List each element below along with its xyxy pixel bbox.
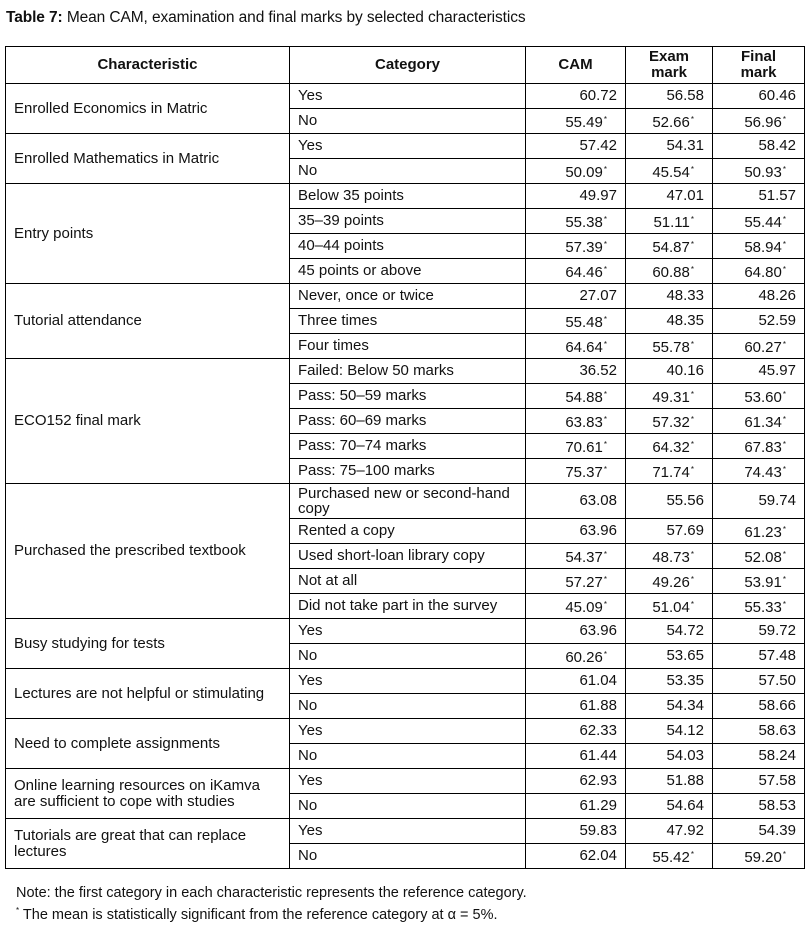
- category-cell: Four times: [290, 334, 526, 359]
- exam-mark-cell: [626, 519, 713, 544]
- characteristic-cell: Online learning resources on iKamva are sufficient to cope with studies: [6, 769, 290, 819]
- final-mark-cell: [713, 669, 805, 694]
- value: 61.34: [744, 413, 782, 431]
- table-row: [6, 619, 805, 644]
- value: 55.78: [652, 338, 690, 356]
- value: 62.33: [579, 722, 617, 739]
- category-cell: Below 35 points: [290, 184, 526, 209]
- exam-mark-cell: [626, 84, 713, 109]
- category-cell: No: [290, 694, 526, 719]
- final-mark-cell: [713, 569, 805, 594]
- exam-mark-cell: [626, 794, 713, 819]
- value: 54.88: [565, 388, 603, 406]
- significance-marker: *: [690, 464, 694, 474]
- value: 63.83: [565, 413, 603, 431]
- category-cell: Pass: 60–69 marks: [290, 409, 526, 434]
- final-mark-cell: [713, 159, 805, 184]
- value: 36.52: [579, 362, 617, 379]
- header-cam: CAM: [526, 47, 626, 84]
- category-cell: 45 points or above: [290, 259, 526, 284]
- value: 47.01: [666, 187, 704, 204]
- value: 54.31: [666, 137, 704, 154]
- value: 59.83: [579, 822, 617, 839]
- table-row: [6, 719, 805, 744]
- value: 59.20: [744, 848, 782, 866]
- category-cell: Yes: [290, 84, 526, 109]
- value: 59.72: [758, 622, 796, 639]
- value: 51.88: [666, 772, 704, 789]
- category-cell: No: [290, 844, 526, 869]
- table-row: [6, 484, 805, 519]
- value: 58.63: [758, 722, 796, 739]
- cam-cell: [526, 594, 626, 619]
- value: 51.57: [758, 187, 796, 204]
- value: 60.26: [565, 648, 603, 666]
- value: 53.60: [744, 388, 782, 406]
- final-mark-cell: [713, 209, 805, 234]
- final-mark-cell: [713, 384, 805, 409]
- value: 27.07: [579, 287, 617, 304]
- significance-marker: *: [782, 339, 786, 349]
- value: 52.66: [652, 113, 690, 131]
- value: 57.27: [565, 573, 603, 591]
- significance-marker: *: [603, 214, 607, 224]
- exam-mark-cell: [626, 284, 713, 309]
- characteristic-cell: Enrolled Economics in Matric: [6, 84, 290, 134]
- value: 64.64: [565, 338, 603, 356]
- table-body: [6, 84, 805, 869]
- exam-mark-cell: [626, 184, 713, 209]
- value: 61.23: [744, 523, 782, 541]
- cam-cell: [526, 569, 626, 594]
- final-mark-cell: [713, 769, 805, 794]
- exam-mark-cell: [626, 694, 713, 719]
- significance-marker: *: [782, 114, 786, 124]
- value: 62.04: [579, 847, 617, 864]
- category-cell: No: [290, 744, 526, 769]
- exam-mark-cell: [626, 594, 713, 619]
- table-notes: [16, 885, 527, 924]
- cam-cell: [526, 159, 626, 184]
- note-significance-text: The mean is statistically significant from the reference category at α = 5%.: [19, 907, 498, 923]
- final-mark-cell: [713, 819, 805, 844]
- category-cell: Yes: [290, 819, 526, 844]
- exam-mark-cell: [626, 259, 713, 284]
- value: 63.96: [579, 622, 617, 639]
- significance-marker: *: [16, 906, 20, 915]
- value: 63.08: [579, 492, 617, 509]
- exam-mark-cell: [626, 109, 713, 134]
- value: 52.59: [758, 312, 796, 329]
- value: 54.03: [666, 747, 704, 764]
- header-characteristic: Characteristic: [6, 47, 290, 84]
- final-mark-cell: [713, 409, 805, 434]
- category-cell: No: [290, 644, 526, 669]
- value: 54.34: [666, 697, 704, 714]
- significance-marker: *: [690, 574, 694, 584]
- exam-mark-cell: [626, 719, 713, 744]
- category-cell: Three times: [290, 309, 526, 334]
- significance-marker: *: [782, 239, 786, 249]
- characteristic-cell: Lectures are not helpful or stimulating: [6, 669, 290, 719]
- characteristic-cell: Need to complete assignments: [6, 719, 290, 769]
- cam-cell: [526, 744, 626, 769]
- exam-mark-cell: [626, 334, 713, 359]
- category-cell: Pass: 50–59 marks: [290, 384, 526, 409]
- value: 53.35: [666, 672, 704, 689]
- value: 62.93: [579, 772, 617, 789]
- value: 57.58: [758, 772, 796, 789]
- value: 48.26: [758, 287, 796, 304]
- characteristic-cell: ECO152 final mark: [6, 359, 290, 484]
- value: 48.35: [666, 312, 704, 329]
- value: 58.42: [758, 137, 796, 154]
- cam-cell: [526, 84, 626, 109]
- cam-cell: [526, 309, 626, 334]
- exam-mark-cell: [626, 844, 713, 869]
- value: 54.64: [666, 797, 704, 814]
- header-category: Category: [290, 47, 526, 84]
- value: 70.61: [565, 438, 603, 456]
- exam-mark-cell: [626, 434, 713, 459]
- significance-marker: *: [782, 264, 786, 274]
- significance-marker: *: [782, 574, 786, 584]
- value: 61.88: [579, 697, 617, 714]
- value: 53.65: [666, 647, 704, 664]
- category-cell: Yes: [290, 669, 526, 694]
- exam-mark-cell: [626, 384, 713, 409]
- significance-marker: *: [603, 164, 607, 174]
- final-mark-cell: [713, 434, 805, 459]
- category-cell: Yes: [290, 134, 526, 159]
- exam-mark-cell: [626, 819, 713, 844]
- exam-mark-cell: [626, 159, 713, 184]
- exam-mark-cell: [626, 769, 713, 794]
- value: 57.32: [652, 413, 690, 431]
- table-caption-text: Mean CAM, examination and final marks by selected characteristics: [62, 9, 526, 26]
- value: 58.66: [758, 697, 796, 714]
- table-row: [6, 134, 805, 159]
- value: 55.42: [652, 848, 690, 866]
- value: 61.29: [579, 797, 617, 814]
- cam-cell: [526, 619, 626, 644]
- cam-cell: [526, 694, 626, 719]
- value: 74.43: [744, 463, 782, 481]
- significance-marker: *: [690, 414, 694, 424]
- final-mark-cell: [713, 84, 805, 109]
- exam-mark-cell: [626, 309, 713, 334]
- table-row: [6, 84, 805, 109]
- significance-marker: *: [782, 164, 786, 174]
- header-final-mark: Final mark: [713, 47, 805, 84]
- category-cell: Not at all: [290, 569, 526, 594]
- significance-marker: *: [782, 389, 786, 399]
- category-cell: Yes: [290, 619, 526, 644]
- final-mark-cell: [713, 619, 805, 644]
- category-cell: Purchased new or second-hand copy: [290, 484, 526, 519]
- value: 54.87: [652, 238, 690, 256]
- exam-mark-cell: [626, 569, 713, 594]
- exam-mark-cell: [626, 744, 713, 769]
- value: 55.33: [744, 598, 782, 616]
- value: 52.08: [744, 548, 782, 566]
- cam-cell: [526, 284, 626, 309]
- value: 60.46: [758, 87, 796, 104]
- cam-cell: [526, 819, 626, 844]
- exam-mark-cell: [626, 544, 713, 569]
- significance-marker: *: [690, 549, 694, 559]
- value: 57.50: [758, 672, 796, 689]
- cam-cell: [526, 519, 626, 544]
- value: 55.44: [744, 213, 782, 231]
- significance-marker: *: [603, 339, 607, 349]
- cam-cell: [526, 644, 626, 669]
- category-cell: Never, once or twice: [290, 284, 526, 309]
- significance-marker: *: [603, 389, 607, 399]
- significance-marker: *: [603, 114, 607, 124]
- value: 61.44: [579, 747, 617, 764]
- significance-marker: *: [603, 574, 607, 584]
- significance-marker: *: [690, 439, 694, 449]
- note-significance: [16, 902, 527, 924]
- value: 54.37: [565, 548, 603, 566]
- value: 56.58: [666, 87, 704, 104]
- cam-cell: [526, 384, 626, 409]
- value: 60.27: [744, 338, 782, 356]
- significance-marker: *: [603, 414, 607, 424]
- cam-cell: [526, 109, 626, 134]
- significance-marker: *: [782, 414, 786, 424]
- cam-cell: [526, 184, 626, 209]
- header-row: [6, 47, 805, 84]
- value: 54.39: [758, 822, 796, 839]
- header-exam-mark: Exam mark: [626, 47, 713, 84]
- value: 49.26: [652, 573, 690, 591]
- value: 60.72: [579, 87, 617, 104]
- value: 50.93: [744, 163, 782, 181]
- significance-marker: *: [603, 649, 607, 659]
- category-cell: Rented a copy: [290, 519, 526, 544]
- value: 63.96: [579, 522, 617, 539]
- cam-cell: [526, 434, 626, 459]
- characteristic-cell: Tutorials are great that can replace lectures: [6, 819, 290, 869]
- category-cell: No: [290, 109, 526, 134]
- value: 55.38: [565, 213, 603, 231]
- final-mark-cell: [713, 594, 805, 619]
- exam-mark-cell: [626, 359, 713, 384]
- exam-mark-cell: [626, 234, 713, 259]
- significance-marker: *: [782, 439, 786, 449]
- final-mark-cell: [713, 519, 805, 544]
- value: 51.11: [653, 213, 690, 231]
- significance-marker: *: [603, 264, 607, 274]
- value: 75.37: [565, 463, 603, 481]
- final-mark-cell: [713, 259, 805, 284]
- significance-marker: *: [690, 339, 694, 349]
- final-mark-cell: [713, 844, 805, 869]
- significance-marker: *: [603, 239, 607, 249]
- table-caption: [6, 9, 526, 27]
- category-cell: Did not take part in the survey: [290, 594, 526, 619]
- exam-mark-cell: [626, 459, 713, 484]
- category-cell: No: [290, 794, 526, 819]
- final-mark-cell: [713, 544, 805, 569]
- cam-cell: [526, 794, 626, 819]
- table-caption-label: Table 7:: [6, 9, 63, 26]
- cam-cell: [526, 459, 626, 484]
- table-row: [6, 284, 805, 309]
- results-table: [5, 46, 805, 869]
- value: 64.80: [744, 263, 782, 281]
- final-mark-cell: [713, 744, 805, 769]
- table-row: [6, 359, 805, 384]
- cam-cell: [526, 259, 626, 284]
- value: 57.69: [666, 522, 704, 539]
- final-mark-cell: [713, 484, 805, 519]
- value: 45.54: [652, 163, 690, 181]
- significance-marker: *: [690, 114, 694, 124]
- cam-cell: [526, 209, 626, 234]
- significance-marker: *: [690, 264, 694, 274]
- final-mark-cell: [713, 334, 805, 359]
- exam-mark-cell: [626, 619, 713, 644]
- value: 58.53: [758, 797, 796, 814]
- value: 48.33: [666, 287, 704, 304]
- value: 40.16: [666, 362, 704, 379]
- value: 67.83: [744, 438, 782, 456]
- category-cell: 40–44 points: [290, 234, 526, 259]
- significance-marker: *: [603, 314, 607, 324]
- value: 60.88: [652, 263, 690, 281]
- table-row: [6, 769, 805, 794]
- cam-cell: [526, 719, 626, 744]
- value: 55.56: [666, 492, 704, 509]
- value: 54.12: [666, 722, 704, 739]
- value: 58.94: [744, 238, 782, 256]
- characteristic-cell: Enrolled Mathematics in Matric: [6, 134, 290, 184]
- characteristic-cell: Tutorial attendance: [6, 284, 290, 359]
- final-mark-cell: [713, 234, 805, 259]
- significance-marker: *: [690, 239, 694, 249]
- cam-cell: [526, 669, 626, 694]
- value: 54.72: [666, 622, 704, 639]
- value: 64.46: [565, 263, 603, 281]
- value: 55.49: [565, 113, 603, 131]
- significance-marker: *: [690, 389, 694, 399]
- significance-marker: *: [603, 549, 607, 559]
- final-mark-cell: [713, 109, 805, 134]
- value: 53.91: [744, 573, 782, 591]
- final-mark-cell: [713, 719, 805, 744]
- final-mark-cell: [713, 694, 805, 719]
- significance-marker: *: [782, 524, 786, 534]
- category-cell: Pass: 75–100 marks: [290, 459, 526, 484]
- cam-cell: [526, 334, 626, 359]
- value: 51.04: [652, 598, 690, 616]
- table-row: [6, 819, 805, 844]
- category-cell: Used short-loan library copy: [290, 544, 526, 569]
- significance-marker: *: [782, 549, 786, 559]
- final-mark-cell: [713, 309, 805, 334]
- characteristic-cell: Entry points: [6, 184, 290, 284]
- value: 57.39: [565, 238, 603, 256]
- final-mark-cell: [713, 794, 805, 819]
- value: 45.09: [565, 598, 603, 616]
- value: 64.32: [652, 438, 690, 456]
- exam-mark-cell: [626, 134, 713, 159]
- cam-cell: [526, 234, 626, 259]
- value: 71.74: [652, 463, 690, 481]
- value: 50.09: [565, 163, 603, 181]
- exam-mark-cell: [626, 669, 713, 694]
- characteristic-cell: Busy studying for tests: [6, 619, 290, 669]
- category-cell: Yes: [290, 719, 526, 744]
- significance-marker: *: [782, 849, 786, 859]
- final-mark-cell: [713, 134, 805, 159]
- significance-marker: *: [690, 214, 694, 224]
- final-mark-cell: [713, 359, 805, 384]
- table-row: [6, 669, 805, 694]
- value: 58.24: [758, 747, 796, 764]
- value: 55.48: [565, 313, 603, 331]
- value: 45.97: [758, 362, 796, 379]
- final-mark-cell: [713, 184, 805, 209]
- exam-mark-cell: [626, 644, 713, 669]
- significance-marker: *: [603, 464, 607, 474]
- cam-cell: [526, 484, 626, 519]
- value: 61.04: [579, 672, 617, 689]
- exam-mark-cell: [626, 484, 713, 519]
- final-mark-cell: [713, 644, 805, 669]
- value: 57.48: [758, 647, 796, 664]
- note-reference: Note: the first category in each characteristic represents the reference category.: [16, 885, 527, 901]
- cam-cell: [526, 409, 626, 434]
- cam-cell: [526, 769, 626, 794]
- significance-marker: *: [603, 439, 607, 449]
- table-row: [6, 184, 805, 209]
- category-cell: Pass: 70–74 marks: [290, 434, 526, 459]
- value: 56.96: [744, 113, 782, 131]
- characteristic-cell: Purchased the prescribed textbook: [6, 484, 290, 619]
- cam-cell: [526, 134, 626, 159]
- value: 49.97: [579, 187, 617, 204]
- significance-marker: *: [690, 164, 694, 174]
- cam-cell: [526, 544, 626, 569]
- cam-cell: [526, 844, 626, 869]
- value: 57.42: [579, 137, 617, 154]
- cam-cell: [526, 359, 626, 384]
- category-cell: 35–39 points: [290, 209, 526, 234]
- category-cell: Yes: [290, 769, 526, 794]
- value: 59.74: [758, 492, 796, 509]
- category-cell: No: [290, 159, 526, 184]
- category-cell: Failed: Below 50 marks: [290, 359, 526, 384]
- final-mark-cell: [713, 459, 805, 484]
- exam-mark-cell: [626, 409, 713, 434]
- exam-mark-cell: [626, 209, 713, 234]
- significance-marker: *: [690, 849, 694, 859]
- significance-marker: *: [782, 464, 786, 474]
- significance-marker: *: [603, 599, 607, 609]
- significance-marker: *: [690, 599, 694, 609]
- value: 47.92: [666, 822, 704, 839]
- significance-marker: *: [782, 599, 786, 609]
- value: 48.73: [652, 548, 690, 566]
- value: 49.31: [652, 388, 690, 406]
- final-mark-cell: [713, 284, 805, 309]
- significance-marker: *: [782, 214, 786, 224]
